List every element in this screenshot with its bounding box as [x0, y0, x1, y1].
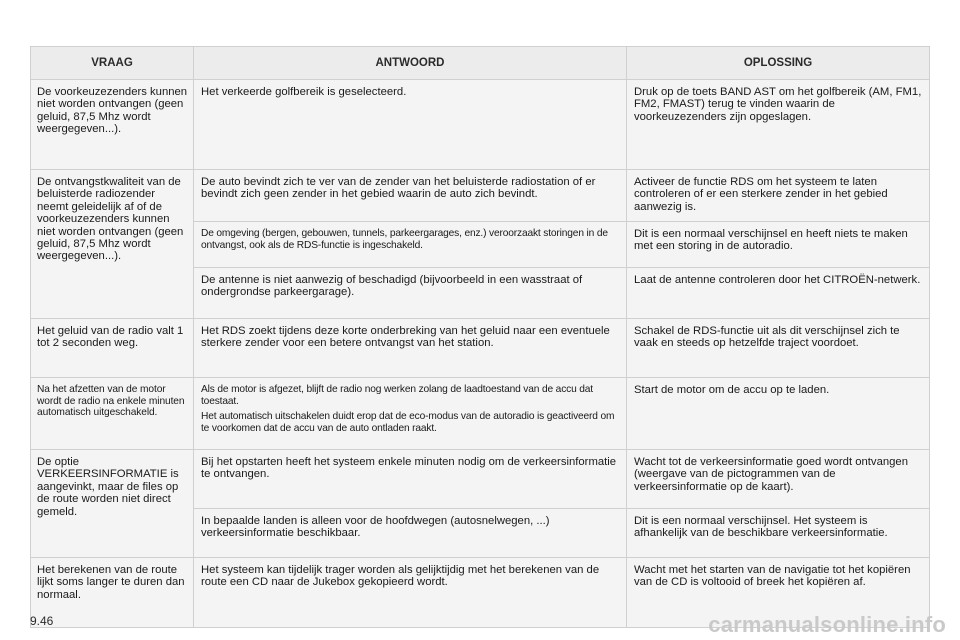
solution-cell: Dit is een normaal verschijnsel. Het systeem is afhankelijk van de beschikbare verkeersinformatie.: [627, 509, 930, 557]
solution-cell: Laat de antenne controleren door het CITROËN-netwerk.: [627, 268, 930, 318]
solution-cell: Wacht tot de verkeersinformatie goed wordt ontvangen (weergave van de pictogrammen van de verkeersinformatie op de kaart).: [627, 450, 930, 508]
solution-cell: Schakel de RDS-functie uit als dit verschijnsel zich te vaak en steeds op hetzelfde traject voordoet.: [627, 319, 930, 377]
question-cell: De optie VERKEERSINFORMATIE is aangevinkt, maar de files op de route worden niet direct gemeld.: [31, 450, 194, 557]
table-row: [31, 450, 930, 558]
answer-cell: De omgeving (bergen, gebouwen, tunnels, parkeergarages, enz.) veroorzaakt storingen in de ontvangst, ook als de RDS-functie is ingeschakeld.: [194, 222, 627, 267]
question-cell: Het berekenen van de route lijkt soms langer te duren dan normaal.: [31, 558, 194, 627]
question-cell: De ontvangstkwaliteit van de beluisterde radiozender neemt geleidelijk af of de voorkeuzezenders kunnen niet worden ontvangen (geen geluid, 87,5 Mhz wordt weergegeven...).: [31, 170, 194, 318]
answer-cell: Bij het opstarten heeft het systeem enkele minuten nodig om de verkeersinformatie te ontvangen.: [194, 450, 627, 508]
answer-cell: Het verkeerde golfbereik is geselecteerd.: [194, 80, 627, 169]
solution-cell: Wacht met het starten van de navigatie tot het kopiëren van de CD is voltooid of breek het kopiëren af.: [627, 558, 930, 627]
answer-cell: Het RDS zoekt tijdens deze korte onderbreking van het geluid naar een eventuele sterkere zender voor een betere ontvangst van het station.: [194, 319, 627, 377]
answer-cell: De auto bevindt zich te ver van de zender van het beluisterde radiostation of er bevindt zich geen zender in het gebied waarin de auto zich bevindt.: [194, 170, 627, 221]
header-solution: OPLOSSING: [627, 47, 930, 79]
solution-cell: Druk op de toets BAND AST om het golfbereik (AM, FM1, FM2, FMAST) terug te vinden waarin de voorkeuzezenders zijn opgeslagen.: [627, 80, 930, 169]
table-header: [31, 47, 930, 80]
answer-cell: De antenne is niet aanwezig of beschadigd (bijvoorbeeld in een wasstraat of ondergrondse parkeergarage).: [194, 268, 627, 318]
solution-cell: Activeer de functie RDS om het systeem te laten controleren of er een sterkere zender in het gebied aanwezig is.: [627, 170, 930, 221]
question-cell: Het geluid van de radio valt 1 tot 2 seconden weg.: [31, 319, 194, 377]
answer-cell: Het systeem kan tijdelijk trager worden als gelijktijdig met het berekenen van de route een CD naar de Jukebox gekopieerd wordt.: [194, 558, 627, 627]
question-cell: De voorkeuzezenders kunnen niet worden ontvangen (geen geluid, 87,5 Mhz wordt weergegeven...).: [31, 80, 194, 169]
page-number: 9.46: [30, 614, 54, 628]
troubleshooting-table: [30, 46, 930, 628]
solution-cell: Start de motor om de accu op te laden.: [627, 378, 930, 449]
question-cell: Na het afzetten van de motor wordt de radio na enkele minuten automatisch uitgeschakeld.: [31, 378, 194, 449]
answer-cell: Als de motor is afgezet, blijft de radio nog werken zolang de laadtoestand van de accu dat toestaat. Het automatisch uitschakelen duidt erop dat de eco-modus van de autoradio is geactiveerd om te voorkomen dat de accu van de auto ontladen raakt.: [194, 378, 627, 449]
answer-cell: In bepaalde landen is alleen voor de hoofdwegen (autosnelwegen, ...) verkeersinformatie beschikbaar.: [194, 509, 627, 557]
header-answer: ANTWOORD: [194, 47, 627, 79]
table-row: [31, 170, 930, 319]
table-row: [31, 80, 930, 170]
table-row: [31, 319, 930, 378]
header-question: VRAAG: [31, 47, 194, 79]
watermark: carmanualsonline.info: [708, 612, 946, 637]
solution-cell: Dit is een normaal verschijnsel en heeft niets te maken met een storing in de autoradio.: [627, 222, 930, 267]
table-row: [31, 378, 930, 450]
